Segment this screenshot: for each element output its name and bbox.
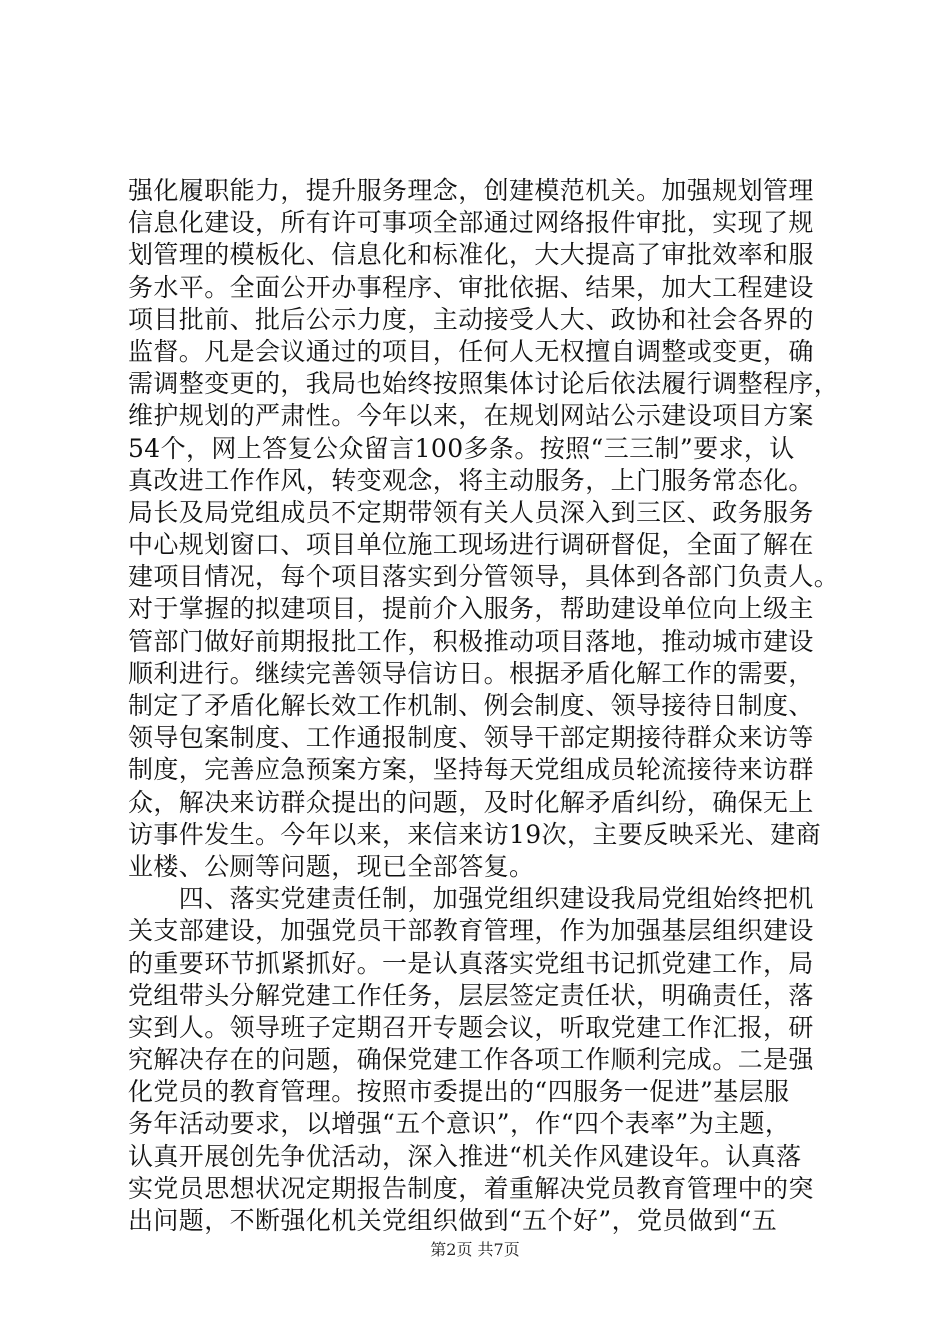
text-line: 众，解决来访群众提出的问题，及时化解矛盾纠纷，确保无上	[128, 787, 814, 817]
text-line: 中心规划窗口、项目单位施工现场进行调研督促，全面了解在	[128, 530, 814, 560]
text-line: 实到人。领导班子定期召开专题会议，听取党建工作汇报，研	[128, 1012, 814, 1042]
text-line: 真改进工作作风，转变观念，将主动服务，上门服务常态化。	[128, 465, 814, 495]
text-line: 项目批前、批后公示力度，主动接受人大、政协和社会各界的	[128, 304, 814, 334]
text-line: 建项目情况，每个项目落实到分管领导，具体到各部门负责人。	[128, 562, 840, 592]
text-line: 业楼、公厕等问题，现已全部答复。	[128, 851, 535, 881]
text-line: 务年活动要求，以增强“五个意识”，作“四个表率”为主题，	[128, 1109, 791, 1139]
text-line: 出问题，不断强化机关党组织做到“五个好”，党员做到“五	[128, 1206, 778, 1235]
text-line: 四、落实党建责任制，加强党组织建设我局党组始终把机	[128, 884, 814, 914]
text-line: 管部门做好前期报批工作，积极推动项目落地，推动城市建设	[128, 626, 814, 656]
text-line: 顺利进行。继续完善领导信访日。根据矛盾化解工作的需要，	[128, 658, 814, 688]
text-line: 54个，网上答复公众留言100多条。按照“三三制”要求，认	[128, 433, 795, 463]
text-line: 对于掌握的拟建项目，提前介入服务，帮助建设单位向上级主	[128, 594, 814, 624]
text-line: 党组带头分解党建工作任务，层层签定责任状，明确责任，落	[128, 980, 814, 1010]
text-line: 制定了矛盾化解长效工作机制、例会制度、领导接待日制度、	[128, 691, 814, 720]
text-line: 访事件发生。今年以来，来信来访19次，主要反映采光、建商	[128, 819, 822, 849]
text-line: 强化履职能力，提升服务理念，创建模范机关。加强规划管理	[128, 176, 814, 205]
text-line: 认真开展创先争优活动，深入推进“机关作风建设年。认真落	[128, 1141, 802, 1171]
text-line: 维护规划的严肃性。今年以来，在规划网站公示建设项目方案	[128, 401, 814, 431]
text-line: 务水平。全面公开办事程序、审批依据、结果，加大工程建设	[128, 272, 814, 302]
text-line: 局长及局党组成员不定期带领有关人员深入到三区、政务服务	[128, 497, 814, 527]
page-number-footer: 第2页 共7页	[430, 1240, 520, 1259]
text-line: 究解决存在的问题，确保党建工作各项工作顺利完成。二是强	[128, 1045, 814, 1075]
text-line: 监督。凡是会议通过的项目，任何人无权擅自调整或变更，确	[128, 336, 814, 366]
text-line: 领导包案制度、工作通报制度、领导干部定期接待群众来访等	[128, 723, 814, 753]
text-line: 实党员思想状况定期报告制度，着重解决党员教育管理中的突	[128, 1173, 814, 1203]
text-line: 需调整变更的，我局也始终按照集体讨论后依法履行调整程序，	[128, 369, 840, 399]
text-line: 化党员的教育管理。按照市委提出的“四服务一促进”基层服	[128, 1077, 790, 1107]
text-line: 关支部建设，加强党员干部教育管理，作为加强基层组织建设	[128, 916, 814, 946]
body-text	[128, 175, 838, 1237]
text-line: 划管理的模板化、信息化和标准化，大大提高了审批效率和服	[128, 240, 814, 270]
text-line: 的重要环节抓紧抓好。一是认真落实党组书记抓党建工作，局	[128, 948, 814, 978]
text-line: 制度，完善应急预案方案，坚持每天党组成员轮流接待来访群	[128, 755, 814, 785]
text-line: 信息化建设，所有许可事项全部通过网络报件审批，实现了规	[128, 208, 814, 238]
